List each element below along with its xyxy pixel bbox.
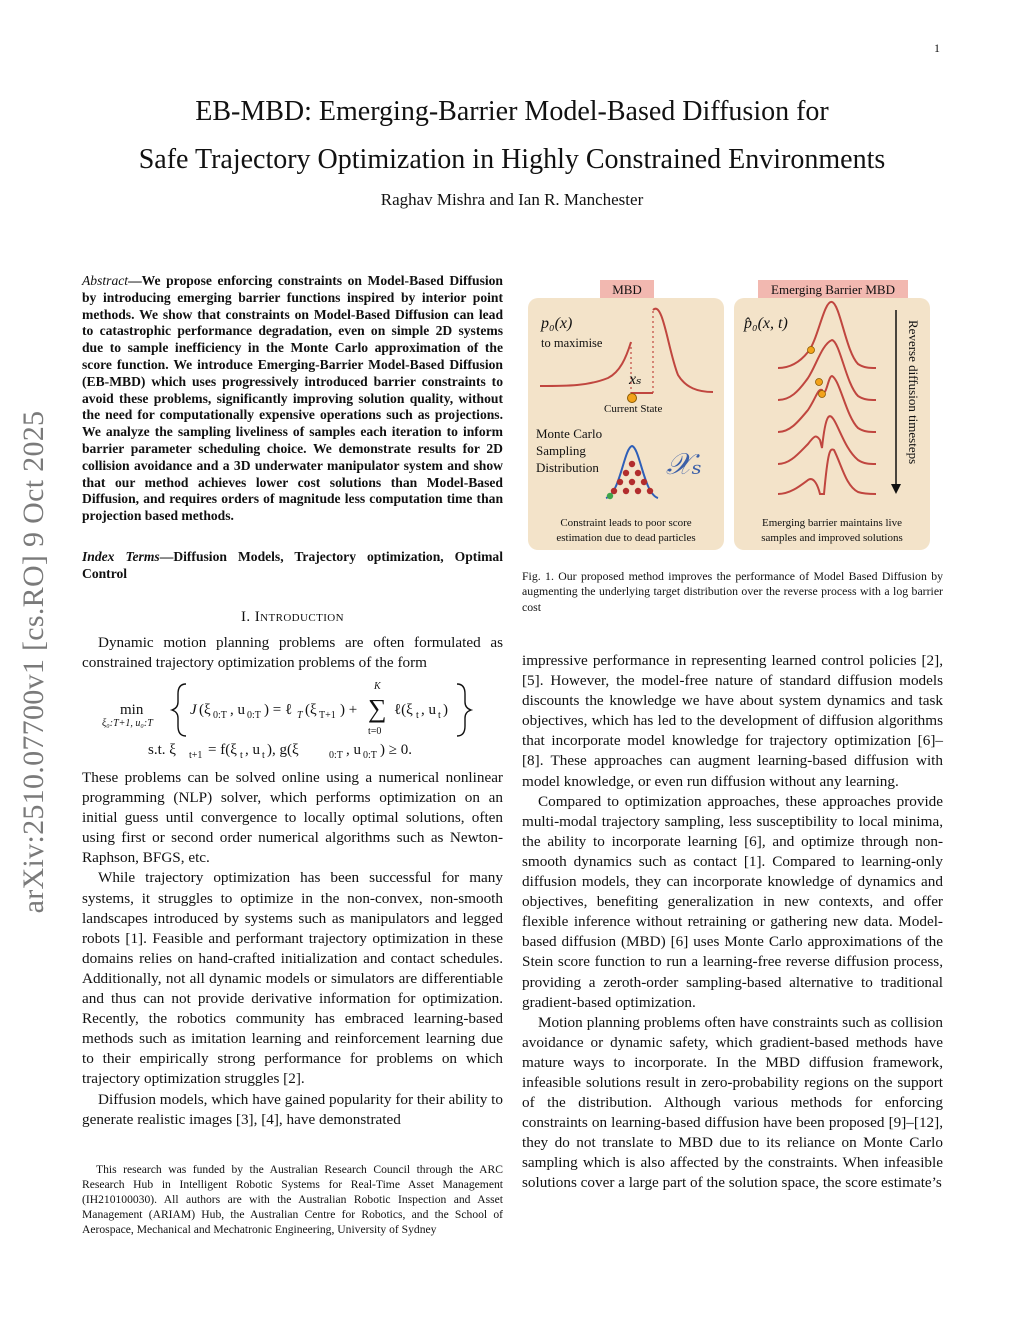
authors: Raghav Mishra and Ian R. Manchester — [380, 190, 644, 209]
svg-text:ξ₀:T+1, u₀:T: ξ₀:T+1, u₀:T — [102, 718, 153, 729]
svg-text:∑: ∑ — [368, 694, 387, 723]
svg-text:0:T: 0:T — [247, 710, 261, 721]
intro-p1: Dynamic motion planning problems are often formulated as constrained trajectory optimization problems of the form — [82, 634, 503, 672]
svg-text:ℓ(ξ: ℓ(ξ — [394, 702, 413, 718]
figure-caption: Fig. 1. Our proposed method improves the performance of Model Based Diffusion by augmenting the underlying target distribution over the reverse process with a log barrier cost — [522, 569, 943, 614]
svg-text:) +: ) + — [340, 702, 358, 718]
intro-paragraphs — [82, 768, 503, 1130]
right-column — [522, 651, 943, 1194]
svg-text:min: min — [120, 702, 144, 718]
page-number: 1 — [934, 41, 940, 55]
abstract-text: —We propose enforcing constraints on Model-Based Diffusion by introducing emerging barrier functions inspired by interior point methods. We show that constraints on Model-Based Diffusion can lead to catastrophic performance degradation, even on simple 2D systems due to sample inefficiency in the Monte Carlo approximation of the score function. We introduce Emerging-Barrier Model-Based Diffusion (EB-MBD) which uses progressively introduced barrier constraints to avoid these problems, significantly improving solution quality, without the need for computationally expensive operations such as projections. We analyze the sampling liveliness of samples each iteration to inform barrier parameter scheduling choice. We demonstrate results for 2D collision avoidance and a 3D underwater manipulator system and show that our method achieves lower cost solutions than Model-Based Diffusion, and requires orders of magnitude less computation time than projection based methods. — [82, 273, 503, 524]
svg-text:t: t — [262, 750, 265, 761]
equation — [82, 674, 503, 766]
right-p1: impressive performance in representing learned control policies [2], [5]. However, the model-free nature of standard diffusion models discounts the knowledge we have about system dynamics and task objectives, which has led to the development of diffusion algorithms that incorporate model knowledge for trajectory optimization [6]–[8]. These approaches can augment learning-based diffusion with model knowledge, or even run diffusion without any learning. — [522, 652, 943, 790]
svg-text:T: T — [297, 710, 303, 721]
reverse-diffusion-label: Reverse diffusion timesteps — [906, 320, 921, 465]
paper-title — [60, 88, 964, 184]
intro-p3: While trajectory optimization has been successful for many systems, it struggles to optimize in the non-convex, non-smooth landscapes introduced by systems such as manipulators and legged robots [1]. Feasible and performant trajectory optimization in these domains relies on hand-crafted initialization and contact schedules. Additionally, not all dynamic models or simulators are differentiable and thus can not provide derivative information for optimization. Recently, the robotics community has embraced learning-based methods such as imitation learning and reinforcement learning due to their empirically strong performance for problems on which trajectory optimization struggles [2]. — [82, 869, 503, 1088]
index-terms-label: Index Terms — [82, 549, 160, 564]
svg-text:t: t — [416, 710, 419, 721]
svg-text:T+1: T+1 — [319, 710, 336, 721]
figure-1 — [528, 280, 930, 552]
svg-text:(ξ: (ξ — [305, 702, 317, 718]
left-caption-line2: estimation due to dead particles — [556, 532, 696, 544]
svg-text:= f(ξ: = f(ξ — [208, 742, 237, 758]
intro-p2: These problems can be solved online using a numerical nonlinear programming (NLP) solver, which performs optimization on an initial guess until convergence to locally optimal solutions, often using first or second order numerical algorithms such as Newton-Raphson, BFGS, etc. — [82, 769, 503, 867]
xs-label: xₛ — [629, 371, 642, 388]
svg-text:, u: , u — [346, 742, 361, 758]
footnote — [82, 1162, 503, 1237]
title-line-2: Safe Trajectory Optimization in Highly Constrained Environments — [138, 144, 886, 175]
mc-line3: Distribution — [536, 460, 599, 475]
svg-text:) = ℓ: ) = ℓ — [264, 702, 293, 718]
current-state-label: Current State — [604, 403, 663, 415]
intro-paragraph-1 — [82, 633, 503, 673]
right-p3: Motion planning problems often have constraints such as collision avoidance or dynamic safety, which gradient-based methods have mature ways to incorporate. In the MBD diffusion framework, infeasible solutions result in zero-probability regions on the support of the distribution. Although various methods for enforcing constraints on learning-based diffusion have been proposed [9]–[12], they do not translate to MBD due to its reliance on Monte Carlo sampling which is also affected by the constraints. When infeasible solutions cover a large part of the solution space, the score estimate’s — [522, 1013, 943, 1192]
mc-line1: Monte Carlo — [536, 426, 603, 441]
svg-text:(ξ: (ξ — [199, 702, 211, 718]
equation-svg — [82, 674, 503, 766]
right-caption-line1: Emerging barrier maintains live — [761, 517, 903, 529]
svg-text:t: t — [240, 750, 243, 761]
right-title: Emerging Barrier MBD — [771, 282, 895, 297]
svg-text:J: J — [190, 702, 197, 718]
svg-text:, u: , u — [245, 742, 260, 758]
right-caption-line2: samples and improved solutions — [761, 532, 903, 544]
title-line-1: EB-MBD: Emerging-Barrier Model-Based Diffusion for — [195, 96, 829, 127]
svg-text:, u: , u — [421, 702, 436, 718]
index-terms-text: —Diffusion Models, Trajectory optimization, Optimal Control — [82, 549, 503, 581]
svg-text:0:T: 0:T — [363, 750, 377, 761]
footnote-text: This research was funded by the Australian Research Council through the ARC Research Hub in Intelligent Robotic Systems for Real-Time Asset Management (IH210100030). All authors are with the Australian Robotic Inspection and Asset Management (ARIAM) Hub, the Australian Centre for Robotics, and the School of Aerospace, Mechanical and Mechatronic Engineering, University of Sydney — [82, 1163, 503, 1237]
svg-text:) ≥ 0.: ) ≥ 0. — [380, 742, 412, 758]
abstract-label: Abstract — [82, 273, 129, 288]
intro-p4: Diffusion models, which have gained popularity for their ability to generate realistic images [3], [4], have demonstrated — [82, 1090, 503, 1128]
svg-text:0:T: 0:T — [213, 710, 227, 721]
svg-text:0:T: 0:T — [329, 750, 343, 761]
to-maximise-label: to maximise — [541, 336, 603, 350]
left-caption-line1: Constraint leads to poor score — [560, 517, 692, 529]
figure-svg — [528, 280, 930, 552]
right-panel — [734, 298, 930, 550]
p0-hat-label: p̂₀(x, t) — [744, 315, 788, 332]
index-terms — [82, 549, 503, 583]
arxiv-watermark: arXiv:2510.07700v1 [cs.RO] 9 Oct 2025 — [17, 410, 50, 914]
right-p2: Compared to optimization approaches, these approaches provide multi-modal trajectory sampling, less susceptibility to local minima, the ability to incorporate learning [6], and optimize through non-smooth dynamics such as contact [1]. Compared to learning-only diffusion models, they can incorporate knowledge of dynamics and objectives, benefiting generalization in new contexts, and offer flexible inference without retraining or gathering new data. Model-based diffusion (MBD) [6] uses Monte Carlo approximations of the Stein score function to run a learning-free reverse diffusion process, providing a zeroth-order sampling-based alternative to traditional gradient-based optimization. — [522, 792, 943, 1011]
svg-text:), g(ξ: ), g(ξ — [267, 742, 299, 758]
section-heading: I. Introduction — [241, 609, 344, 625]
svg-text:t+1: t+1 — [189, 750, 203, 761]
mc-line2: Sampling — [536, 443, 586, 458]
svg-text:t: t — [438, 710, 441, 721]
svg-text:K: K — [374, 681, 381, 692]
left-title: MBD — [612, 282, 642, 297]
svg-text:, u: , u — [230, 702, 245, 718]
current-state-dot — [628, 394, 637, 403]
abstract — [82, 273, 503, 525]
svg-text:t=0: t=0 — [368, 726, 382, 737]
chi-s-label: 𝒳ₛ — [666, 448, 702, 481]
svg-text:s.t. ξ: s.t. ξ — [148, 742, 176, 758]
p0-label: p₀(x) — [541, 315, 573, 332]
svg-text:): ) — [443, 702, 448, 718]
